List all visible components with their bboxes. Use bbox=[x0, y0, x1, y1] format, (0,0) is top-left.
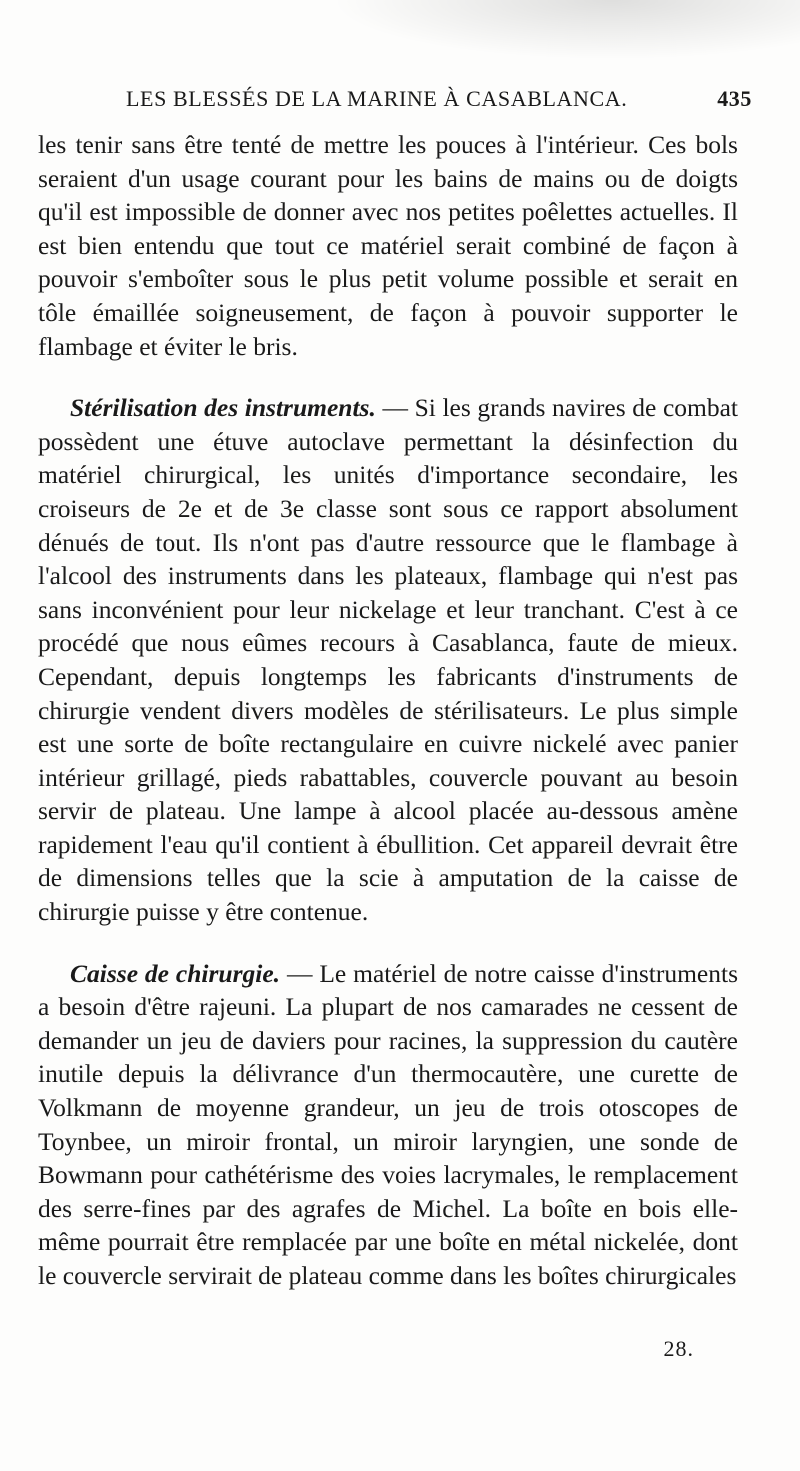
scan-smudge bbox=[330, 0, 800, 60]
section-heading-sterilisation: Stérilisation des instruments. bbox=[70, 393, 376, 423]
paragraph-caisse bbox=[38, 957, 738, 1293]
paragraph-text: les tenir sans être tenté de mettre les pouces à l'intérieur. Ces bols seraient d'un usage courant pour les bains de mains ou de doigts qu'il est impossible de donner avec nos petites poêlettes actuelles. Il est bien entendu que tout ce matériel serait combiné de façon à pouvoir s'emboîter sous le plus petit volume possible et serait en tôle émaillée soigneusement, de façon à pouvoir supporter le flambage et éviter le bris. bbox=[38, 130, 738, 361]
paragraph-text: — Le matériel de notre caisse d'instruments a besoin d'être rajeuni. La plupart de nos camarades ne cessent de demander un jeu de daviers pour racines, la suppression du cautère inutile depuis la délivrance d'un thermocautère, une curette de Volkmann de moyenne grandeur, un jeu de trois otoscopes de Toynbee, un miroir frontal, un miroir laryngien, une sonde de Bowmann pour cathétérisme des voies lacrymales, le remplacement des serre-fines par des agrafes de Michel. La boîte en bois elle-même pourrait être remplacée par une boîte en métal nickelée, dont le couvercle servirait de plateau comme dans les boîtes chirurgicales bbox=[38, 958, 738, 1290]
paragraph-continuation bbox=[38, 128, 738, 363]
paragraph-sterilisation bbox=[38, 391, 738, 929]
section-heading-caisse: Caisse de chirurgie. bbox=[70, 958, 281, 988]
body-text bbox=[38, 128, 738, 1293]
running-title: LES BLESSÉS DE LA MARINE À CASABLANCA. bbox=[126, 86, 628, 111]
signature-mark: 28. bbox=[663, 1336, 694, 1361]
paragraph-text: — Si les grands navires de combat possèdent une étuve autoclave permettant la désinfection du matériel chirurgical, les unités d'importance secondaire, les croiseurs de 2e et de 3e classe sont sous ce rapport absolument dénués de tout. Ils n'ont pas d'autre ressource que le flambage à l'alcool des instruments dans les plateaux, flambage qui n'est pas sans inconvénient pour leur nickelage et leur tranchant. C'est à ce procédé que nous eûmes recours à Casablanca, faute de mieux. Cependant, depuis longtemps les fabricants d'instruments de chirurgie vendent divers modèles de stérilisateurs. Le plus simple est une sorte de boîte rectangulaire en cuivre nickelé avec panier intérieur grillagé, pieds rabattables, couvercle pouvant au besoin servir de plateau. Une lampe à alcool placée au-dessous amène rapidement l'eau qu'il contient à ébullition. Cet appareil devrait être de dimensions telles que la scie à amputation de la caisse de chirurgie puisse y être contenue. bbox=[38, 393, 738, 927]
page-header bbox=[40, 86, 752, 120]
page-number: 435 bbox=[717, 86, 752, 111]
